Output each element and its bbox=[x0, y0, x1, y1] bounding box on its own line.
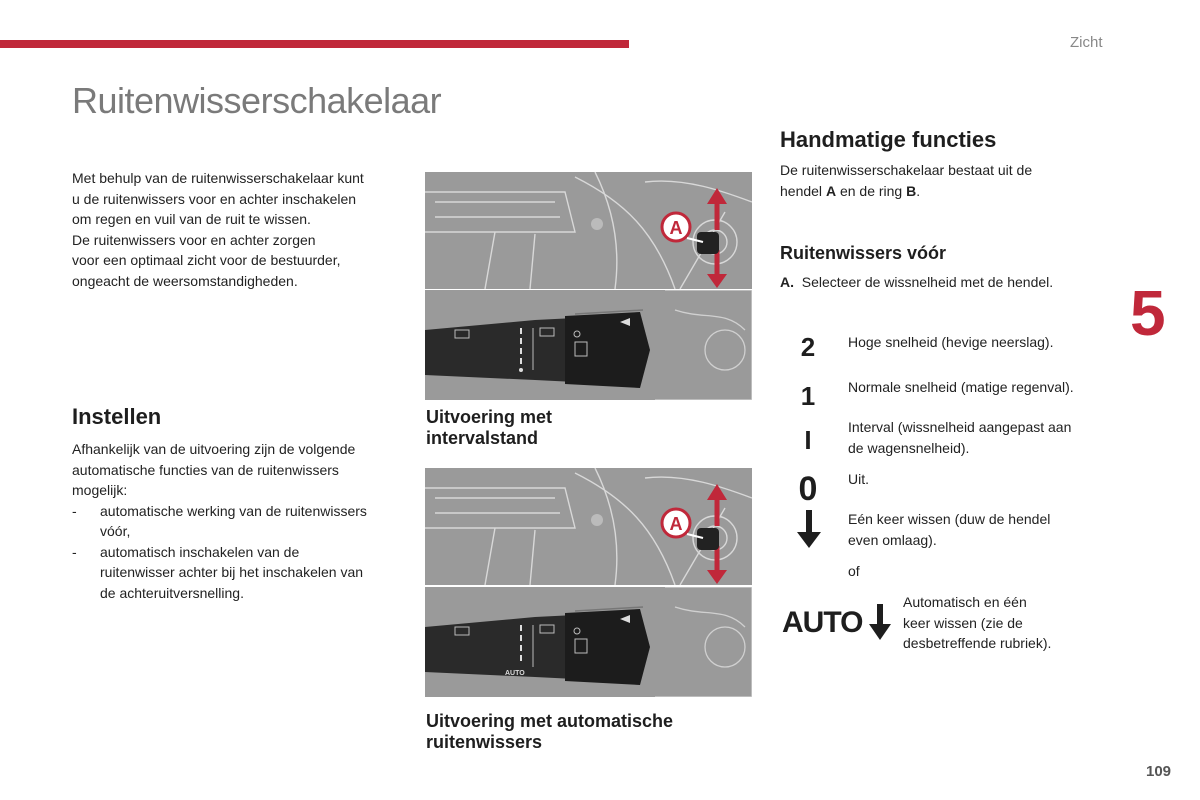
auto-symbol: AUTO bbox=[782, 606, 863, 639]
step-a bbox=[780, 272, 1053, 293]
bullet-line: automatisch inschakelen van de bbox=[100, 543, 300, 560]
intro-line: u de ruitenwissers voor en achter inschakelen bbox=[72, 190, 357, 207]
handmatige-line: De ruitenwisserschakelaar bestaat uit de bbox=[780, 162, 1033, 178]
callout-a-label: A bbox=[669, 218, 683, 238]
caption-line: intervalstand bbox=[426, 428, 539, 448]
voor-heading: Ruitenwissers vóór bbox=[780, 243, 947, 263]
bullet-item bbox=[72, 501, 402, 542]
instellen-heading: Instellen bbox=[72, 404, 162, 429]
auto-desc: Automatisch en één keer wissen (zie de desbetreffende rubriek). bbox=[903, 594, 1052, 651]
caption-line: Uitvoering met automatische bbox=[426, 711, 674, 731]
figure-caption-auto bbox=[426, 711, 746, 753]
chapter-number: 5 bbox=[1130, 277, 1166, 349]
figure-caption-interval bbox=[426, 407, 726, 449]
bullet-item bbox=[72, 542, 402, 604]
intro-line: Met behulp van de ruitenwisserschakelaar kunt bbox=[72, 170, 364, 186]
bullet-line: vóór, bbox=[100, 523, 131, 539]
speed-desc: Eén keer wissen (duw de hendel even omlaag). bbox=[848, 511, 1051, 548]
handmatige-line: hendel A en de ring B. bbox=[780, 182, 921, 199]
intro-line: voor een optimaal zicht voor de bestuurder, bbox=[72, 252, 341, 268]
page-number: 109 bbox=[1146, 763, 1172, 780]
instellen-line: automatische functies van de ruitenwissers bbox=[72, 461, 339, 478]
section-label: Zicht bbox=[1070, 34, 1103, 51]
callout-a-label: A bbox=[669, 514, 683, 534]
caption-line: Uitvoering met bbox=[426, 407, 553, 427]
dashboard-illustration-1 bbox=[425, 172, 752, 289]
or-text: of bbox=[848, 563, 860, 579]
lever-closeup-interval bbox=[425, 290, 752, 400]
intro-line: om regen en vuil van de ruit te wissen. bbox=[72, 211, 311, 227]
bullet-line: de achteruitversnelling. bbox=[100, 584, 244, 601]
instellen-line: Afhankelijk van de uitvoering zijn de volgende bbox=[72, 441, 356, 457]
step-label: A. bbox=[780, 274, 794, 290]
bullet-dash: - bbox=[72, 502, 77, 519]
speed-symbol-2: 2 bbox=[800, 332, 816, 362]
intro-line: De ruitenwissers voor en achter zorgen bbox=[72, 231, 316, 248]
handmatige-heading: Handmatige functies bbox=[780, 127, 997, 152]
lever-closeup-auto bbox=[425, 587, 752, 697]
caption-line: ruitenwissers bbox=[426, 732, 543, 752]
dashboard-illustration-2 bbox=[425, 468, 752, 585]
page-title: Ruitenwisserschakelaar bbox=[72, 80, 442, 121]
lever-auto-label: AUTO bbox=[505, 670, 525, 677]
bullet-line: automatische werking van de ruitenwissers bbox=[100, 502, 367, 519]
speed-desc: Uit. bbox=[848, 471, 869, 487]
instellen-line: mogelijk: bbox=[72, 482, 128, 498]
intro-paragraph bbox=[72, 168, 402, 291]
header-accent-bar bbox=[0, 40, 629, 48]
speed-desc: Hoge snelheid (hevige neerslag). bbox=[848, 334, 1054, 350]
speed-symbol-1: 1 bbox=[800, 381, 816, 411]
speed-symbol-0: 0 bbox=[798, 470, 818, 508]
step-text: Selecteer de wissnelheid met de hendel. bbox=[801, 274, 1054, 290]
instellen-text bbox=[72, 439, 402, 603]
speed-desc: Normale snelheid (matige regenval). bbox=[848, 379, 1074, 395]
handmatige-text bbox=[780, 160, 1100, 201]
speed-desc: Interval (wissnelheid aangepast aan de wagensnelheid). bbox=[848, 419, 1072, 456]
arrow-down-icon bbox=[868, 604, 892, 647]
arrow-down-icon bbox=[795, 510, 823, 555]
bullet-line: ruitenwisser achter bij het inschakelen van bbox=[100, 564, 364, 580]
bullet-dash: - bbox=[72, 543, 77, 560]
speed-symbol-interval: I bbox=[804, 425, 812, 455]
intro-line: ongeacht de weersomstandigheden. bbox=[72, 272, 298, 289]
